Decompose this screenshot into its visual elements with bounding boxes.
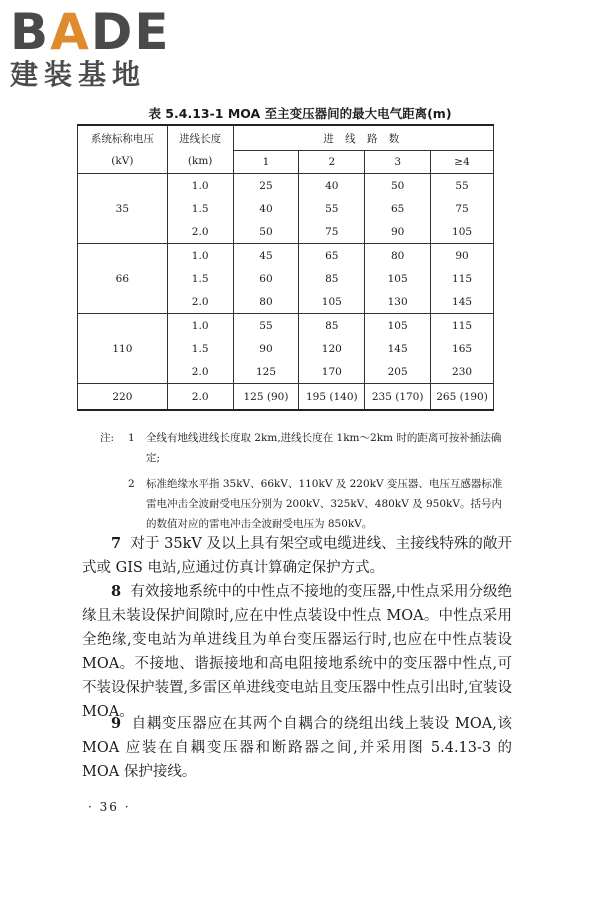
value-cell: 195 (140) (299, 384, 365, 411)
header-path-col: ≥4 (431, 151, 494, 174)
voltage-cell: 220 (78, 384, 168, 411)
header-length: 进线长度 (km) (167, 125, 233, 174)
value-cell: 90 (431, 244, 494, 268)
value-cell: 55 (431, 174, 494, 198)
value-cell: 55 (233, 314, 299, 338)
distance-table (77, 124, 494, 411)
value-cell: 80 (365, 244, 431, 268)
voltage-cell: 66 (78, 244, 168, 314)
length-cell: 2.0 (167, 360, 233, 384)
value-cell: 45 (233, 244, 299, 268)
value-cell: 90 (365, 220, 431, 244)
table-row (78, 384, 494, 411)
value-cell: 205 (365, 360, 431, 384)
value-cell: 265 (190) (431, 384, 494, 411)
value-cell: 25 (233, 174, 299, 198)
clause-text: 自耦变压器应在其两个自耦合的绕组出线上装设 MOA,该 MOA 应装在自耦变压器和断路器之间,并采用图 5.4.13-3 的 MOA 保护接线。 (82, 716, 512, 780)
value-cell: 170 (299, 360, 365, 384)
value-cell: 105 (431, 220, 494, 244)
table-row (78, 174, 494, 198)
voltage-cell: 110 (78, 314, 168, 384)
length-cell: 1.5 (167, 197, 233, 220)
value-cell: 40 (299, 174, 365, 198)
value-cell: 125 (233, 360, 299, 384)
value-cell: 55 (299, 197, 365, 220)
length-cell: 2.0 (167, 220, 233, 244)
header-path-col: 2 (299, 151, 365, 174)
value-cell: 165 (431, 337, 494, 360)
clause-9 (82, 712, 512, 784)
note-number: 1 (128, 432, 135, 444)
value-cell: 130 (365, 290, 431, 314)
value-cell: 125 (90) (233, 384, 299, 411)
value-cell: 115 (431, 314, 494, 338)
clause-text: 对于 35kV 及以上具有架空或电缆进线、主接线特殊的敞开式或 GIS 电站,应通过仿真计算确定保护方式。 (82, 536, 513, 576)
clause-8 (82, 580, 512, 724)
note-item (100, 474, 510, 534)
length-cell: 1.5 (167, 267, 233, 290)
value-cell: 230 (431, 360, 494, 384)
value-cell: 105 (365, 267, 431, 290)
note-item (100, 428, 510, 468)
value-cell: 145 (431, 290, 494, 314)
value-cell: 235 (170) (365, 384, 431, 411)
value-cell: 50 (233, 220, 299, 244)
table-row (78, 244, 494, 268)
value-cell: 85 (299, 314, 365, 338)
value-cell: 80 (233, 290, 299, 314)
header-path-col: 3 (365, 151, 431, 174)
length-cell: 1.5 (167, 337, 233, 360)
clause-text: 有效接地系统中的中性点不接地的变压器,中性点采用分级绝缘且未装设保护间隙时,应在中性点装设中性点 MOA。中性点采用全绝缘,变电站为单进线且为单台变压器运行时,也应在中性点装设 MOA。不接地、谐振接地和高电阻接地系统中的变压器中性点,可不装设保护装置,多雷区单进线变电站且变压器中性点引出时,宜装设 MOA。 (82, 584, 513, 720)
value-cell: 85 (299, 267, 365, 290)
value-cell: 65 (299, 244, 365, 268)
value-cell: 120 (299, 337, 365, 360)
logo-wordmark: BADE (10, 3, 171, 61)
value-cell: 75 (431, 197, 494, 220)
clause-number: 8 (111, 583, 122, 600)
voltage-cell: 35 (78, 174, 168, 244)
logo-subtitle: 建装基地 (10, 58, 147, 91)
length-cell: 2.0 (167, 290, 233, 314)
value-cell: 115 (431, 267, 494, 290)
clause-number: 7 (111, 535, 122, 552)
note-text: 标准绝缘水平指 35kV、66kV、110kV 及 220kV 变压器、电压互感器标准雷电冲击全波耐受电压分别为 200kV、325kV、480kV 及 950kV。括号内的数值对应的雷电冲击全波耐受电压为 850kV。 (146, 478, 503, 530)
note-text: 全线有地线进线长度取 2km,进线长度在 1km～2km 时的距离可按补插法确定; (146, 432, 502, 464)
value-cell: 105 (299, 290, 365, 314)
value-cell: 40 (233, 197, 299, 220)
value-cell: 60 (233, 267, 299, 290)
clause-7 (82, 532, 512, 580)
header-voltage: 系统标称电压 (kV) (78, 125, 168, 174)
table-title: 表 5.4.13-1 MOA 至主变压器间的最大电气距离(m) (148, 106, 452, 121)
value-cell: 90 (233, 337, 299, 360)
note-number: 2 (128, 478, 135, 490)
value-cell: 50 (365, 174, 431, 198)
value-cell: 145 (365, 337, 431, 360)
length-cell: 1.0 (167, 244, 233, 268)
table-row (78, 314, 494, 338)
value-cell: 65 (365, 197, 431, 220)
length-cell: 1.0 (167, 314, 233, 338)
table-notes (100, 428, 510, 534)
header-path-col: 1 (233, 151, 299, 174)
clause-number: 9 (111, 715, 122, 732)
header-paths: 进 线 路 数 (233, 125, 493, 151)
page-number: · 36 · (88, 800, 131, 814)
length-cell: 2.0 (167, 384, 233, 411)
brand-logo (10, 3, 180, 92)
length-cell: 1.0 (167, 174, 233, 198)
value-cell: 105 (365, 314, 431, 338)
value-cell: 75 (299, 220, 365, 244)
note-label: 注: (100, 432, 115, 444)
